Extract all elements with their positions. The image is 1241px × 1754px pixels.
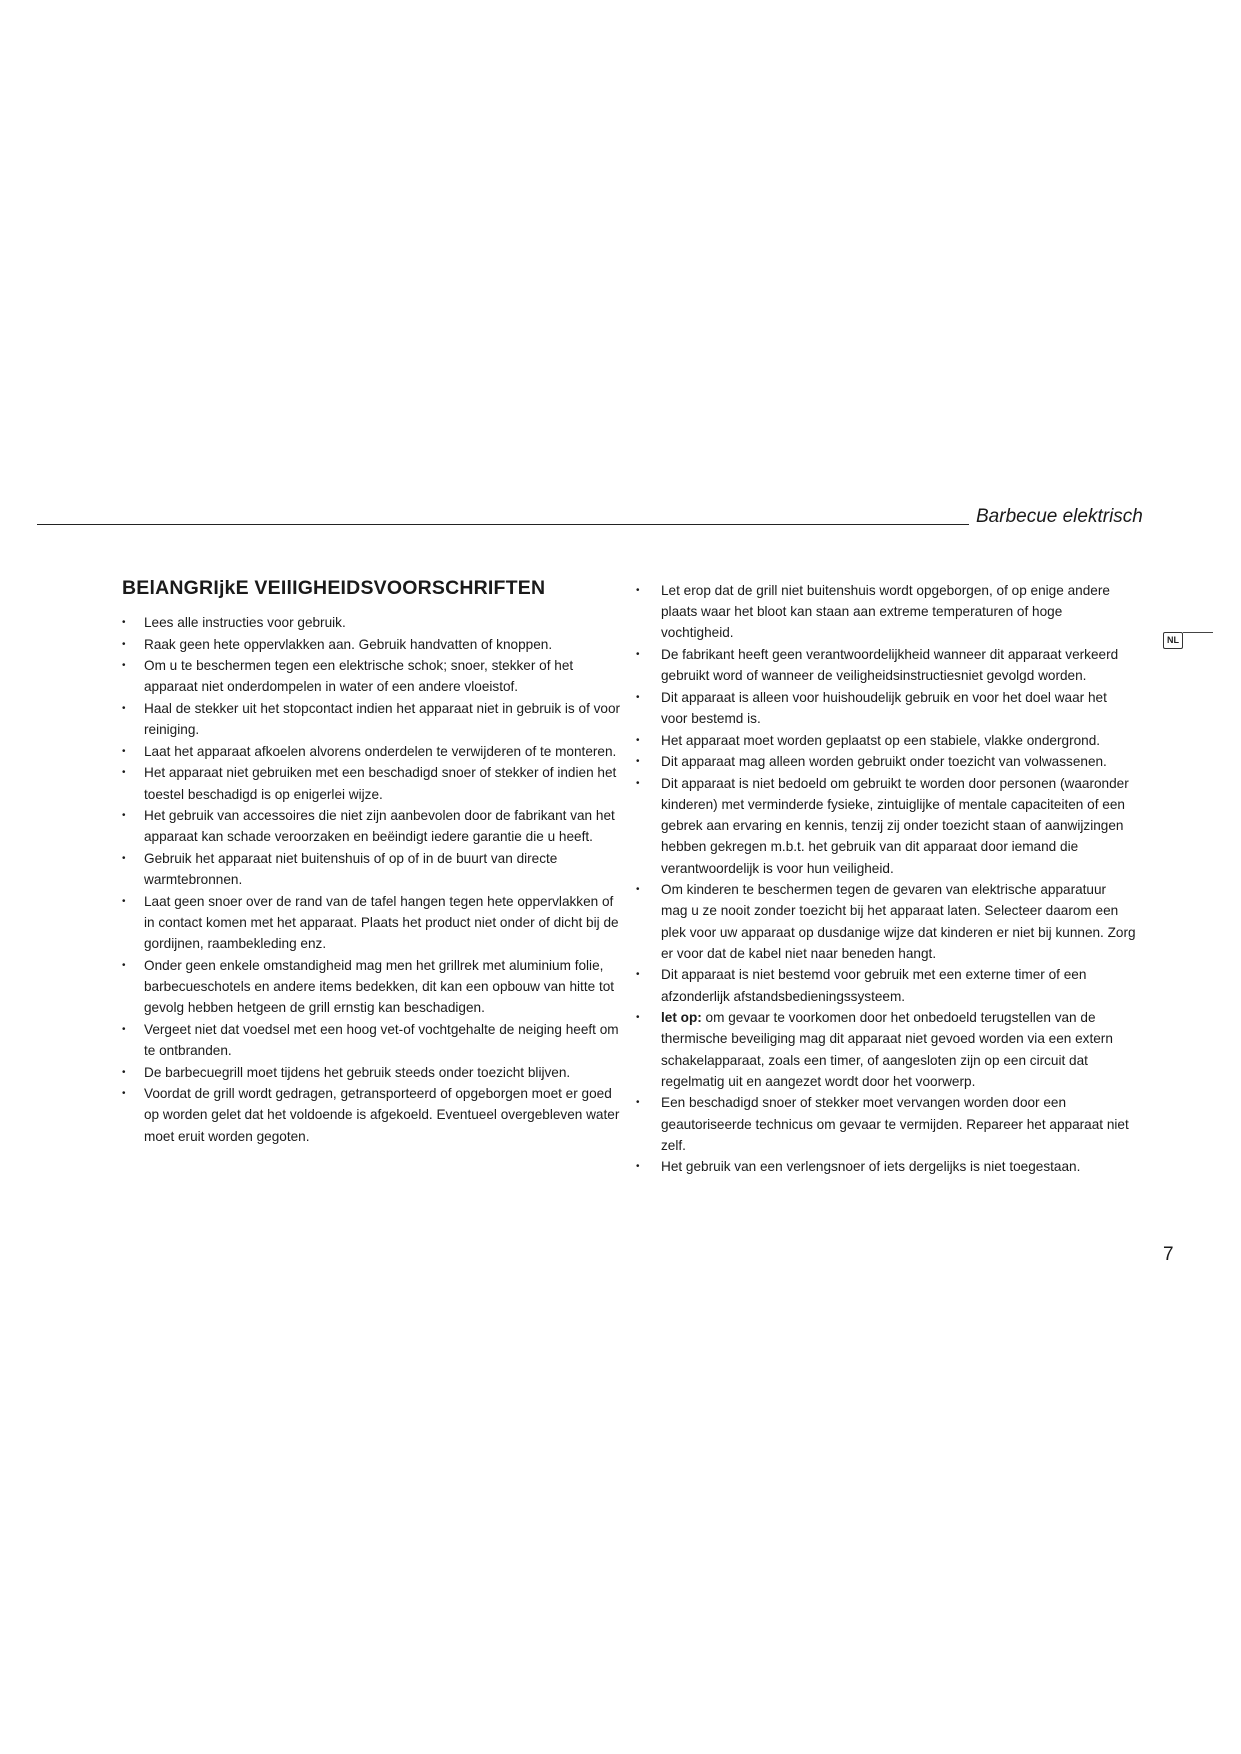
page-number: 7: [1163, 1244, 1174, 1265]
safety-list-left: [122, 612, 622, 1147]
list-item: • Het gebruik van accessoires die niet zijn aanbevolen door de fabrikant van het apparaat kan schade veroorzaken en beëindigt iedere garantie die u heeft.: [122, 805, 622, 847]
list-item: • Onder geen enkele omstandigheid mag men het grillrek met aluminium folie, barbecueschotels en andere items bedekken, dit kan een opbouw van hitte tot gevolg hebben hetgeen de grill ernstig kan beschadigen.: [122, 955, 622, 1019]
left-column: [122, 577, 622, 1147]
list-item: • Laat het apparaat afkoelen alvorens onderdelen te verwijderen of te monteren.: [122, 741, 622, 762]
list-item: • Dit apparaat is niet bedoeld om gebruikt te worden door personen (waaronder kinderen) met verminderde fysieke, zintuiglijke of mentale capaciteiten of een gebrek aan ervaring en kennis, tenzij zij onder toezicht staan of aanwijzingen hebben gekregen m.b.t. het gebruik van dit apparaat door iemand die verantwoordelijk is voor hun veiligheid.: [636, 773, 1136, 879]
list-item: • Gebruik het apparaat niet buitenshuis of op of in de buurt van directe warmtebronnen.: [122, 848, 622, 890]
safety-list-right: [636, 580, 1136, 1178]
warning-label: let op:: [661, 1010, 702, 1026]
list-item: • Lees alle instructies voor gebruik.: [122, 612, 622, 633]
list-item: • Haal de stekker uit het stopcontact indien het apparaat niet in gebruik is of voor reiniging.: [122, 698, 622, 740]
list-item: • Om kinderen te beschermen tegen de gevaren van elektrische apparatuur mag u ze nooit zonder toezicht bij het apparaat laten. Selecteer daarom een plek voor uw apparaat op dusdanige wijze dat kinderen er niet bij kunnen. Zorg er voor dat de kabel niet naar beneden hangt.: [636, 879, 1136, 964]
list-item: • Laat geen snoer over de rand van de tafel hangen tegen hete oppervlakken of in contact komen met het apparaat. Plaats het product niet onder of dicht bij de gordijnen, raambekleding enz.: [122, 891, 622, 955]
list-item: • Dit apparaat is niet bestemd voor gebruik met een externe timer of een afzonderlijk afstandsbedieningssysteem.: [636, 964, 1136, 1006]
section-title: BElANGRIjkE VEIlIGHEIDSVOORSCHRIFTEN: [122, 577, 546, 599]
right-column: [636, 580, 1136, 1178]
list-item: • Voordat de grill wordt gedragen, getransporteerd of opgeborgen moet er goed op worden gelet dat het voldoende is afgekoeld. Eventueel overgebleven water moet eruit worden gegoten.: [122, 1083, 622, 1147]
list-item: • Dit apparaat is alleen voor huishoudelijk gebruik en voor het doel waar het voor bestemd is.: [636, 687, 1136, 729]
warning-list-item: [636, 1007, 1136, 1092]
list-item: • Raak geen hete oppervlakken aan. Gebruik handvatten of knoppen.: [122, 634, 622, 655]
list-item: • Om u te beschermen tegen een elektrische schok; snoer, stekker of het apparaat niet onderdompelen in water of een andere vloeistof.: [122, 655, 622, 697]
list-item: • Een beschadigd snoer of stekker moet vervangen worden door een geautoriseerde technicus om gevaar te vermijden. Repareer het apparaat niet zelf.: [636, 1092, 1136, 1156]
header-rule: [37, 524, 969, 525]
list-item: • Het apparaat moet worden geplaatst op een stabiele, vlakke ondergrond.: [636, 730, 1136, 751]
list-item: • Let erop dat de grill niet buitenshuis wordt opgeborgen, of op enige andere plaats waar het bloot kan staan aan extreme temperaturen of hoge vochtigheid.: [636, 580, 1136, 644]
list-item: • Het apparaat niet gebruiken met een beschadigd snoer of stekker of indien het toestel beschadigd is op enigerlei wijze.: [122, 762, 622, 804]
language-tab: NL: [1163, 632, 1183, 649]
list-item: • Dit apparaat mag alleen worden gebruikt onder toezicht van volwassenen.: [636, 751, 1136, 772]
warning-text: om gevaar te voorkomen door het onbedoeld terugstellen van de thermische beveiliging mag dit apparaat niet gevoed worden via een extern schakelapparaat, zoals een timer, of aangesloten zijn op een circuit dat regelmatig uit en aangezet wordt door het voorwerp.: [661, 1010, 1113, 1089]
document-title: Barbecue elektrisch: [976, 506, 1143, 527]
language-tab-rule: [1183, 632, 1213, 633]
list-item: • De fabrikant heeft geen verantwoordelijkheid wanneer dit apparaat verkeerd gebruikt word of wanneer de veiligheidsinstructiesniet gevolgd worden.: [636, 644, 1136, 686]
list-item: • Vergeet niet dat voedsel met een hoog vet-of vochtgehalte de neiging heeft om te ontbranden.: [122, 1019, 622, 1061]
list-item: • De barbecuegrill moet tijdens het gebruik steeds onder toezicht blijven.: [122, 1062, 622, 1083]
list-item: • Het gebruik van een verlengsnoer of iets dergelijks is niet toegestaan.: [636, 1156, 1136, 1177]
